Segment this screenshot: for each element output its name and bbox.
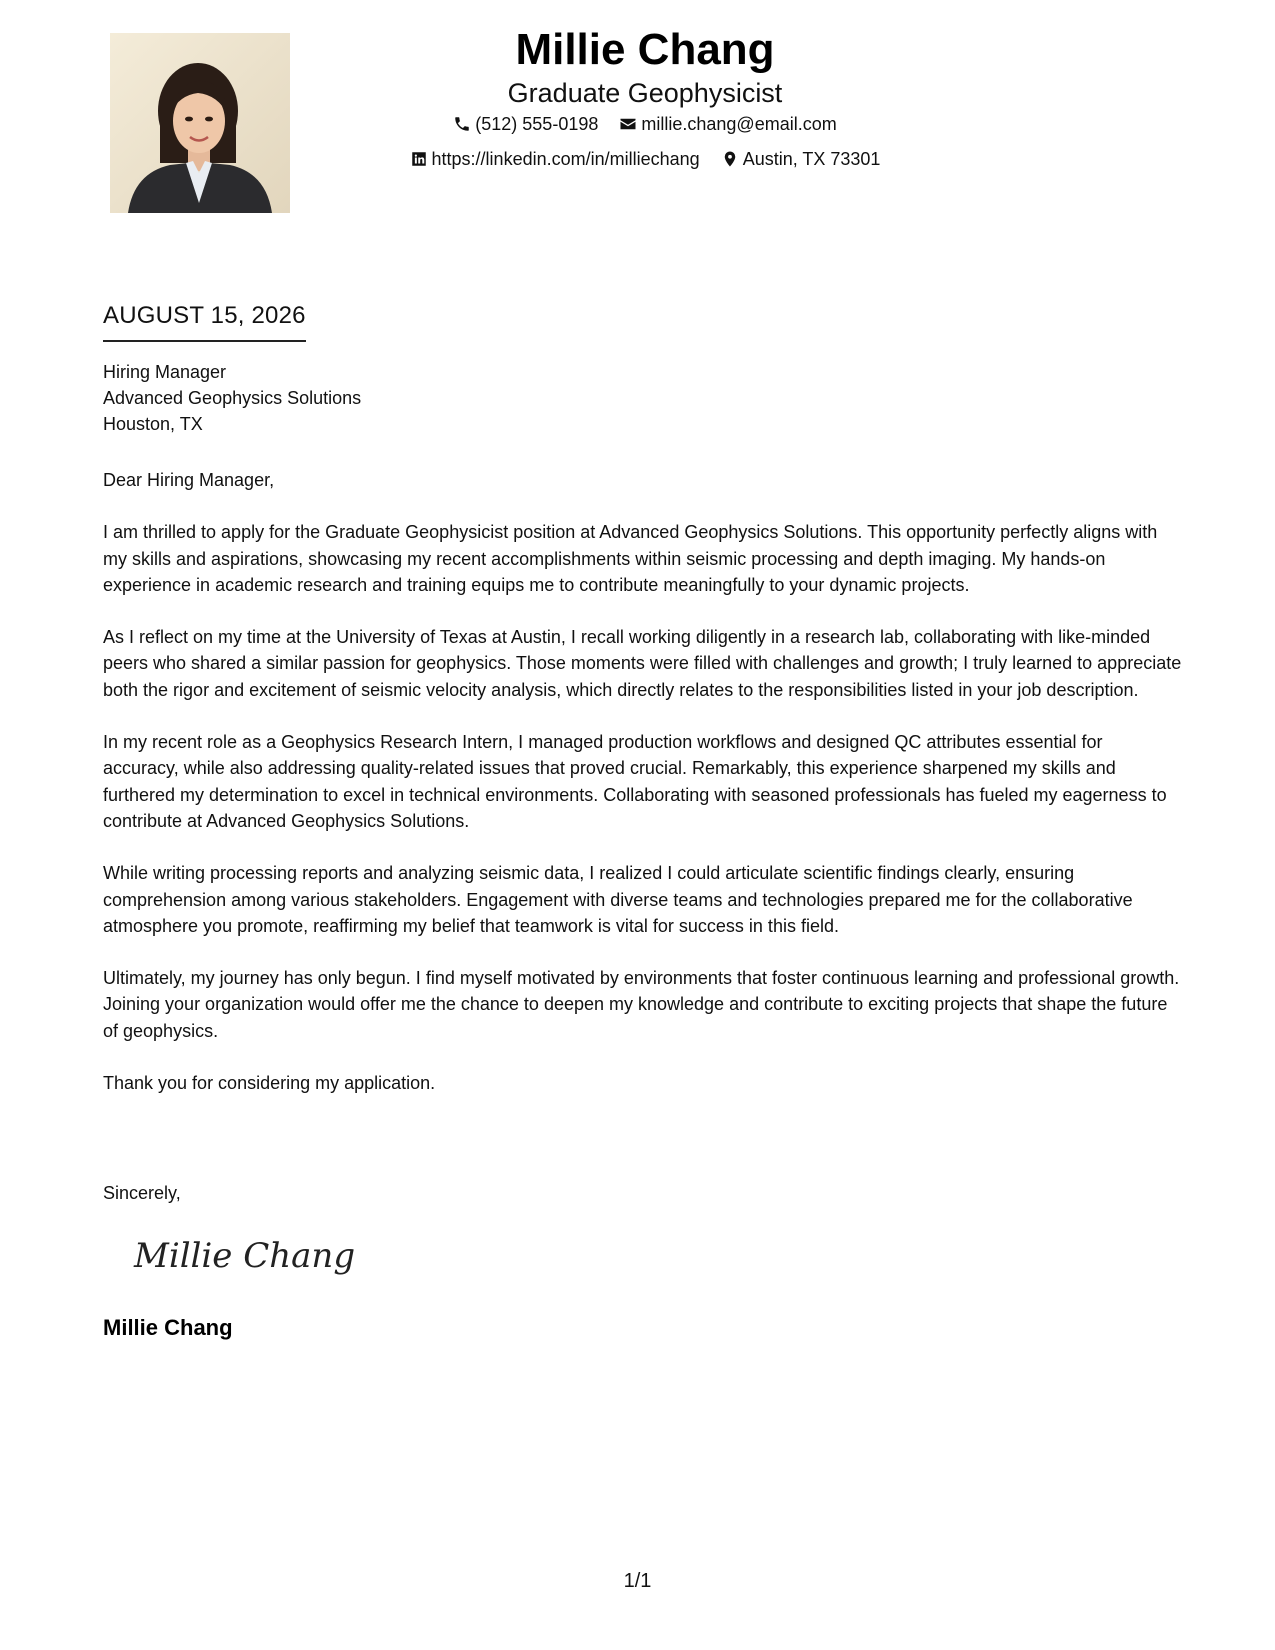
linkedin-item[interactable] bbox=[410, 143, 700, 175]
email-item[interactable] bbox=[619, 108, 836, 140]
linkedin-text[interactable]: https://linkedin.com/in/milliechang bbox=[431, 149, 700, 169]
contact-row-1 bbox=[320, 108, 970, 143]
recipient-line-2: Advanced Geophysics Solutions bbox=[103, 388, 362, 408]
applicant-title: Graduate Geophysicist bbox=[507, 78, 783, 108]
profile-photo bbox=[110, 33, 290, 213]
recipient-line-3: Houston, TX bbox=[103, 414, 203, 434]
letter-body bbox=[103, 467, 1183, 1122]
salutation: Dear Hiring Manager, bbox=[103, 470, 275, 490]
signer-name: Millie Chang bbox=[103, 1315, 233, 1340]
phone-item bbox=[453, 108, 598, 140]
paragraph-5: Ultimately, my journey has only begun. I find myself motivated by environments that foster continuous learning and professional growth. Joining your organization would offer me the chance to deepen my knowledge and contribute to exciting projects that shape the future of geophysics. bbox=[103, 968, 1180, 1041]
email-text[interactable]: millie.chang@email.com bbox=[641, 114, 837, 134]
location-item bbox=[721, 143, 881, 175]
location-text: Austin, TX 73301 bbox=[742, 149, 881, 169]
letter-date: AUGUST 15, 2026 bbox=[103, 298, 306, 342]
paragraph-3: In my recent role as a Geophysics Research Intern, I managed production workflows and designed QC attributes essential for accuracy, while also addressing quality-related issues that proved crucial. Remarkably, this experience sharpened my skills and furthered my determination to excel in technical environments. Collaborating with seasoned professionals has fueled my eagerness to contribute at Advanced Geophysics Solutions. bbox=[103, 732, 1167, 831]
letter-header bbox=[320, 22, 970, 178]
contact-row-2 bbox=[320, 143, 970, 178]
phone-icon bbox=[453, 115, 471, 133]
page-number: 1/1 bbox=[623, 1570, 652, 1592]
closing: Sincerely, bbox=[103, 1183, 181, 1203]
phone-text: (512) 555-0198 bbox=[475, 114, 599, 134]
paragraph-1: I am thrilled to apply for the Graduate Geophysicist position at Advanced Geophysics Solutions. This opportunity perfectly aligns with my skills and aspirations, showcasing my recent accomplishments within seismic processing and depth imaging. My hands-on experience in academic research and training equips me to contribute meaningfully to your dynamic projects. bbox=[103, 522, 1158, 595]
paragraph-6: Thank you for considering my application. bbox=[103, 1073, 436, 1094]
recipient-block bbox=[103, 359, 361, 437]
linkedin-icon bbox=[410, 150, 428, 168]
recipient-line-1: Hiring Manager bbox=[103, 362, 227, 382]
signature-text: Millie Chang bbox=[134, 1236, 356, 1276]
handwritten-signature bbox=[130, 1225, 360, 1285]
map-marker-icon bbox=[721, 150, 739, 168]
paragraph-2: As I reflect on my time at the University of Texas at Austin, I recall working diligently in a research lab, collaborating with like-minded peers who shared a similar passion for geophysics. Those moments were filled with challenges and growth; I truly learned to appreciate both the rigor and excitement of seismic velocity analysis, which directly relates to the responsibilities listed in your job description. bbox=[103, 627, 1182, 700]
paragraph-4: While writing processing reports and analyzing seismic data, I realized I could articulate scientific findings clearly, ensuring comprehension among various stakeholders. Engagement with diverse teams and technologies prepared me for the collaborative atmosphere you promote, reaffirming my belief that teamwork is vital for success in this field. bbox=[103, 863, 1133, 936]
applicant-name: Millie Chang bbox=[515, 25, 775, 74]
envelope-icon bbox=[619, 115, 637, 133]
